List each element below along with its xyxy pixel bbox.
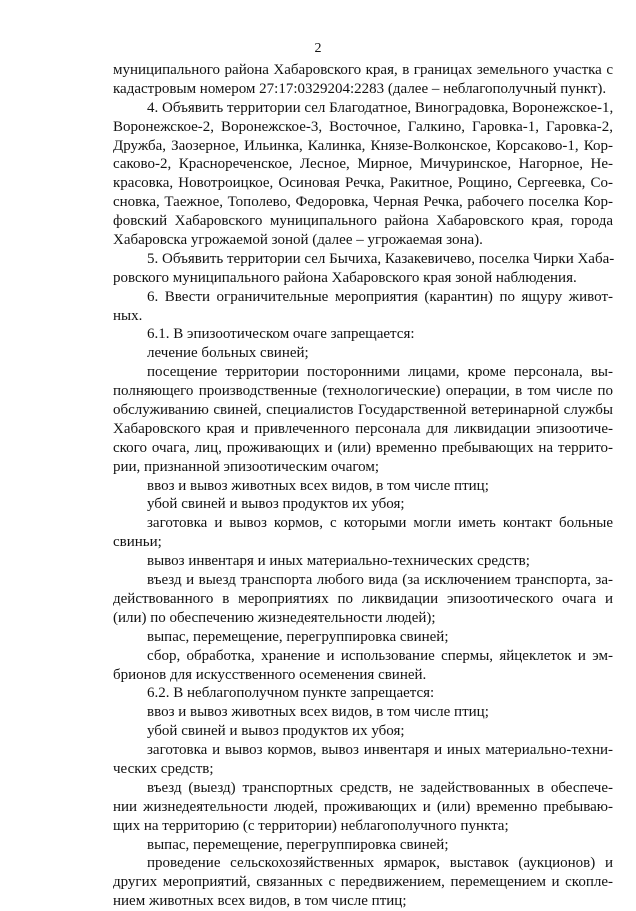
text-line: Дружба, Заозерное, Ильинка, Калинка, Князе-Волконское, Корсаково-1, Кор- [113,137,613,154]
text-line: нии жизнедеятельности людей, проживающих и (или) временно пребываю- [113,798,613,815]
text-line: въезд (выезд) транспортных средств, не задействованных в обеспече- [147,779,613,796]
text-line: заготовка и вывоз кормов, с которыми могли иметь контакт больные [147,515,613,532]
text-line: (или) по обеспечению жизнедеятельности людей); [113,609,436,626]
text-line: посещение территории посторонними лицами, кроме персонала, вы- [147,364,613,381]
text-line: 6.1. В эпизоотическом очаге запрещается: [147,326,415,343]
text-line: выпас, перемещение, перегруппировка свиней; [147,836,449,853]
page-number: 2 [314,41,322,56]
text-line: заготовка и вывоз кормов, вывоз инвентаря и иных материально-техни- [147,742,613,759]
text-line: убой свиней и вывоз продуктов их убоя; [147,496,405,513]
text-line: Хабаровска угрожаемой зоной (далее – угрожаемая зона). [113,232,483,249]
text-line: ровского муниципального района Хабаровского края зоной наблюдения. [113,269,577,286]
text-line: красовка, Новотроицкое, Осиновая Речка, Ракитное, Рощино, Сергеевка, Со- [113,175,613,192]
text-line: 6.2. В неблагополучном пункте запрещается: [147,685,435,702]
document-body [113,61,613,911]
text-line: 6. Ввести ограничительные мероприятия (карантин) по ящуру живот- [147,288,613,305]
text-line: 4. Объявить территории сел Благодатное, Виноградовка, Воронежское-1, [147,99,614,116]
text-line: фовский Хабаровского муниципального района Хабаровского края, города [113,213,613,230]
text-line: лечение больных свиней; [147,345,309,362]
text-line: Воронежское-2, Воронежское-3, Восточное, Галкино, Гаровка-1, Гаровка-2, [113,118,613,135]
text-line: нием животных всех видов, в том числе птиц; [113,893,407,910]
text-line: ных. [113,307,143,324]
text-line: рии, признанной эпизоотическим очагом; [113,458,380,475]
text-line: свиньи; [113,534,162,551]
text-line: саково-2, Краснореченское, Лесное, Мирное, Мичуринское, Нагорное, Не- [113,156,613,173]
text-line: сбор, обработка, хранение и использование спермы, яйцеклеток и эм- [147,647,613,664]
text-line: сновка, Таежное, Тополево, Федоровка, Черная Речка, рабочего поселка Кор- [113,194,613,211]
text-line: Хабаровского края и привлеченного персонала для ликвидации эпизоотиче- [113,420,613,437]
text-line: брионов для искусственного осеменения свиней. [113,666,427,683]
text-line: проведение сельскохозяйственных ярмарок, выставок (аукционов) и [147,855,613,872]
text-line: кадастровым номером 27:17:0329204:2283 (далее – неблагополучный пункт). [113,80,607,97]
text-line: обслуживанию свиней, специалистов Государственной ветеринарной службы [113,402,613,419]
text-line: ского очага, лиц, проживающих и (или) временно пребывающих на террито- [113,439,613,456]
text-line: щих на территорию (с территории) неблагополучного пункта; [113,817,509,834]
text-line: ческих средств; [113,760,214,777]
text-line: убой свиней и вывоз продуктов их убоя; [147,723,405,740]
text-line: других мероприятий, связанных с передвижением, перемещением и скопле- [113,874,613,891]
text-line: ввоз и вывоз животных всех видов, в том числе птиц; [147,477,489,494]
text-line: ввоз и вывоз животных всех видов, в том числе птиц; [147,704,489,721]
text-line: въезд и выезд транспорта любого вида (за исключением транспорта, за- [147,572,613,589]
text-line: 5. Объявить территории сел Бычиха, Казакевичево, поселка Чирки Хаба- [147,250,615,267]
text-line: полняющего производственные (технологические) операции, в том числе по [113,383,613,400]
text-line: муниципального района Хабаровского края, в границах земельного участка с [113,62,613,78]
text-line: действованного в мероприятиях по ликвидации эпизоотического очага и [113,590,613,607]
text-line: выпас, перемещение, перегруппировка свиней; [147,628,449,645]
text-line: вывоз инвентаря и иных материально-технических средств; [147,553,530,570]
